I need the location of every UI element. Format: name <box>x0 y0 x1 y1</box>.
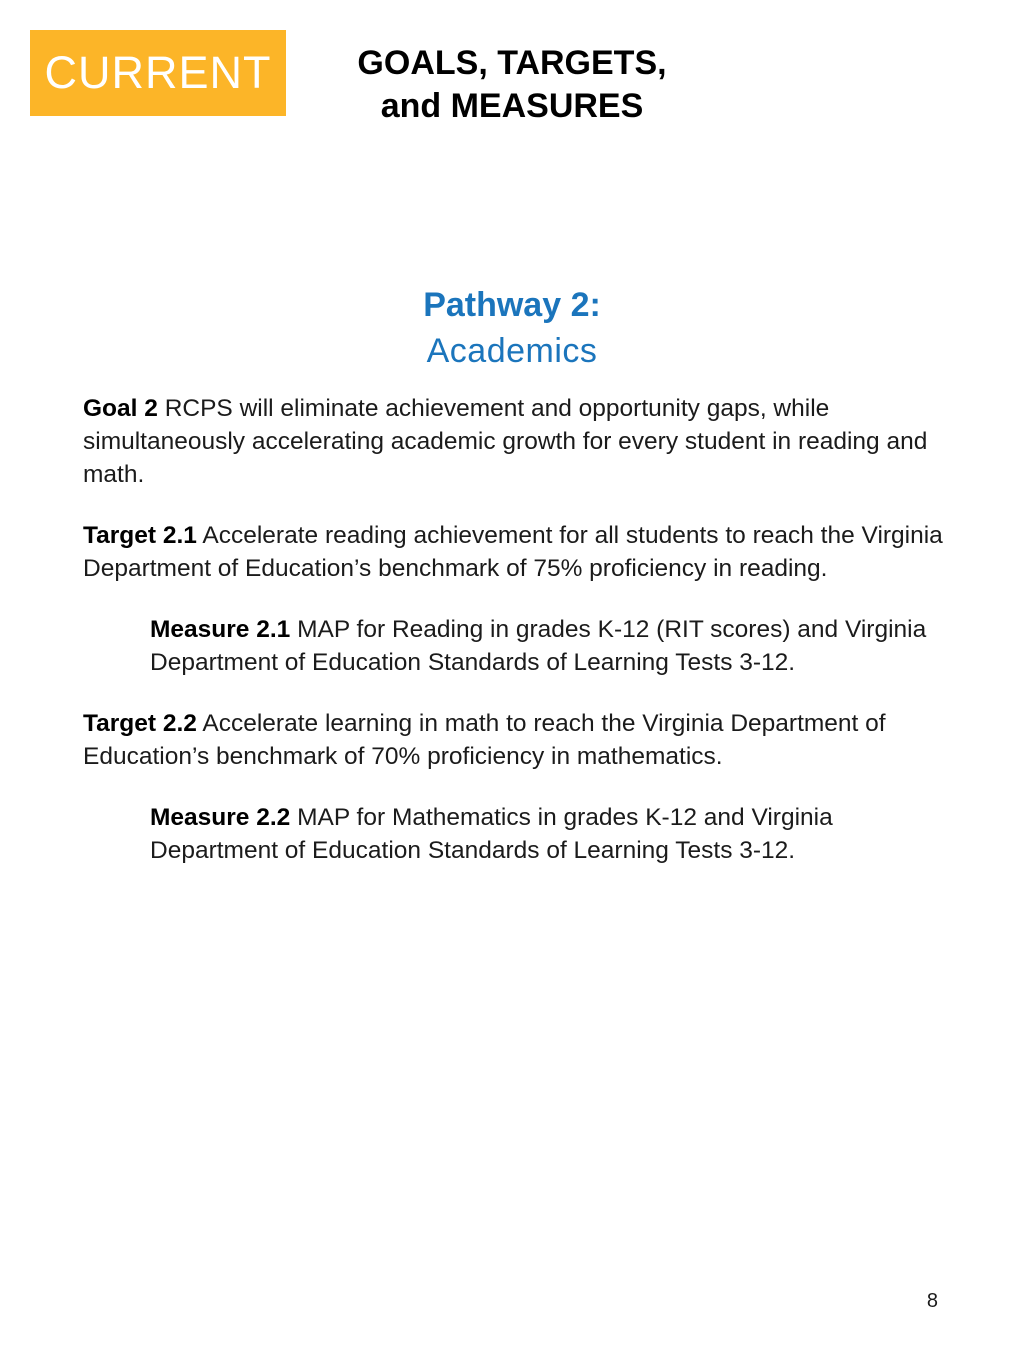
measure-2-2-paragraph <box>150 801 943 867</box>
target-2-2-paragraph <box>83 707 943 773</box>
goal-2-paragraph <box>83 392 943 491</box>
page-title-line2: and MEASURES <box>380 87 644 125</box>
page-title <box>0 42 1024 128</box>
target-2-2-text: Accelerate learning in math to reach the Virginia Department of Education’s benchmark of 70% proficiency in mathematics. <box>83 710 886 770</box>
goal-2-lead: Goal 2 <box>83 395 158 422</box>
measure-2-1-paragraph <box>150 613 943 679</box>
measure-2-1-text: MAP for Reading in grades K-12 (RIT scores) and Virginia Department of Education Standards of Learning Tests 3-12. <box>150 616 927 676</box>
measure-2-2-lead: Measure 2.2 <box>150 804 291 831</box>
target-2-2-lead: Target 2.2 <box>83 710 197 737</box>
page-title-line1: GOALS, TARGETS, <box>357 44 667 82</box>
measure-2-1-lead: Measure 2.1 <box>150 616 291 643</box>
page-number: 8 <box>926 1290 938 1312</box>
pathway-heading-title: Pathway 2: <box>423 286 601 324</box>
target-2-1-text: Accelerate reading achievement for all students to reach the Virginia Department of Education’s benchmark of 75% proficiency in reading. <box>83 522 943 582</box>
body-content <box>83 392 943 895</box>
pathway-heading-subtitle: Academics <box>426 332 598 370</box>
target-2-1-lead: Target 2.1 <box>83 522 197 549</box>
current-badge-label: CURRENT <box>44 47 272 98</box>
measure-2-2-text: MAP for Mathematics in grades K-12 and Virginia Department of Education Standards of Learning Tests 3-12. <box>150 804 833 864</box>
pathway-heading <box>0 282 1024 374</box>
target-2-1-paragraph <box>83 519 943 585</box>
goal-2-text: RCPS will eliminate achievement and opportunity gaps, while simultaneously accelerating academic growth for every student in reading and math. <box>83 395 928 488</box>
